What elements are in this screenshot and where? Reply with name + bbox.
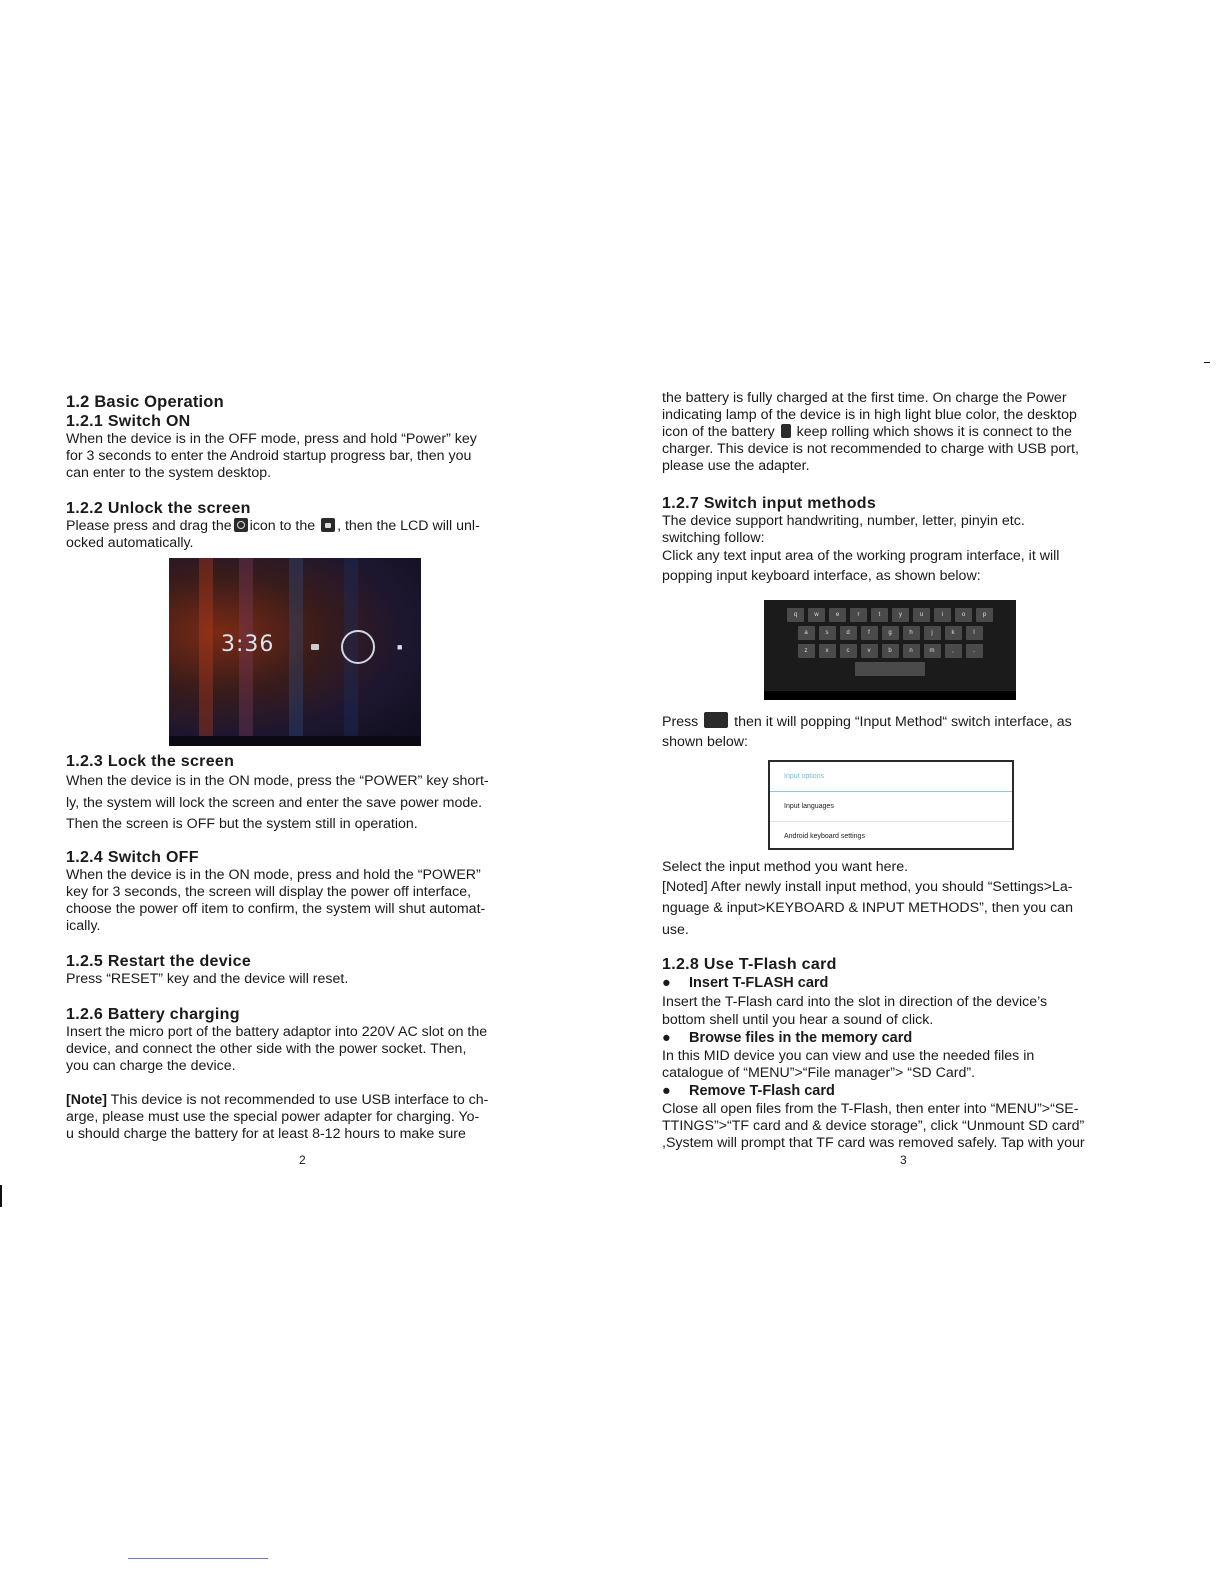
- paragraph-line: Then the screen is OFF but the system still in operation.: [66, 816, 418, 832]
- page-number-right: 3: [900, 1153, 907, 1167]
- paragraph-line: choose the power off item to confirm, the system will shut automat-: [66, 900, 486, 917]
- bullet-title: Insert T-FLASH card: [689, 975, 829, 991]
- paragraph-line: indicating lamp of the device is in high light blue color, the desktop: [662, 407, 1077, 423]
- paragraph-line: [Noted] After newly install input method, you should “Settings>La-: [662, 878, 1073, 895]
- camera-icon: [311, 644, 319, 650]
- paragraph-line: In this MID device you can view and use the needed files in: [662, 1048, 1035, 1064]
- keyboard-key: j: [924, 626, 941, 640]
- paragraph-line: key for 3 seconds, the screen will display the power off interface,: [66, 883, 472, 900]
- keyboard-key: w: [808, 608, 825, 622]
- bullet-icon: ●: [662, 975, 671, 991]
- input-method-dialog-screenshot: [768, 760, 1014, 850]
- lock-screen-screenshot: [169, 558, 421, 746]
- keyboard-screenshot: [764, 600, 1016, 700]
- text-span: Press: [662, 713, 699, 730]
- page-number-left: 2: [299, 1153, 306, 1167]
- keyboard-key: f: [861, 626, 878, 640]
- text-span: icon of the battery: [662, 424, 775, 440]
- section-heading-basic-operation: 1.2 Basic Operation: [66, 393, 224, 411]
- keyboard-row: [770, 626, 1010, 640]
- paragraph-line: device, and connect the other side with the power socket. Then,: [66, 1040, 467, 1057]
- right-edge-mark: [1204, 362, 1210, 363]
- dialog-option: Input languages: [770, 792, 1012, 822]
- paragraph-line: ocked automatically.: [66, 535, 194, 551]
- bullet-item: [662, 974, 1152, 993]
- paragraph-line: ,System will prompt that TF card was removed safely. Tap with your: [662, 1135, 1085, 1151]
- bullet-item: [662, 1029, 1152, 1048]
- paragraph-line: The device support handwriting, number, letter, pinyin etc.: [662, 513, 1025, 529]
- bullet-icon: ●: [662, 1030, 671, 1046]
- unlock-ring-icon: [341, 630, 375, 664]
- paragraph-line: When the device is in the ON mode, press the “POWER” key short-: [66, 773, 489, 789]
- text-span: , then the LCD will unl-: [337, 518, 480, 534]
- keyboard-key: s: [819, 626, 836, 640]
- right-page: [662, 390, 1152, 1152]
- paragraph-line: Press “RESET” key and the device will reset.: [66, 970, 349, 987]
- paragraph-line: bottom shell until you hear a sound of click.: [662, 1012, 934, 1028]
- paragraph-line: Select the input method you want here.: [662, 858, 909, 875]
- keyboard-key: b: [882, 644, 899, 658]
- note-label: [Note]: [66, 1091, 107, 1108]
- left-edge-mark: [0, 1185, 2, 1207]
- paragraph-line: When the device is in the ON mode, press and hold the “POWER”: [66, 866, 481, 883]
- keyboard-key: v: [861, 644, 878, 658]
- paragraph-line: for 3 seconds to enter the Android startup progress bar, then you: [66, 448, 472, 464]
- paragraph-line: use.: [662, 921, 689, 938]
- battery-icon: [781, 424, 791, 438]
- bullet-title: Browse files in the memory card: [689, 1030, 913, 1046]
- paragraph-line: shown below:: [662, 733, 748, 750]
- padlock-icon: [321, 518, 335, 532]
- text-span: icon to the: [249, 518, 316, 534]
- keyboard-key: .: [966, 644, 983, 658]
- status-bar: [169, 736, 421, 746]
- paragraph-line: Close all open files from the T-Flash, then enter into “MENU”>“SE-: [662, 1101, 1079, 1117]
- keyboard-key: m: [924, 644, 941, 658]
- keyboard-row: [770, 644, 1010, 658]
- keyboard-key: y: [892, 608, 909, 622]
- section-title-switch-off: 1.2.4 Switch OFF: [66, 848, 199, 866]
- keyboard-key: i: [934, 608, 951, 622]
- paragraph-line: the battery is fully charged at the first time. On charge the Power: [662, 390, 1067, 406]
- text-span: then it will popping “Input Method“ switch interface, as: [730, 713, 1072, 730]
- section-title-battery-charging: 1.2.6 Battery charging: [66, 1005, 240, 1023]
- unlock-ring-icon: [234, 518, 248, 532]
- dialog-option: Input options: [770, 762, 1012, 792]
- paragraph-line: nguage & input>KEYBOARD & INPUT METHODS”, then you can: [662, 900, 1073, 916]
- keyboard-key: p: [976, 608, 993, 622]
- keyboard-key: ,: [945, 644, 962, 658]
- section-title-switch-input: 1.2.7 Switch input methods: [662, 495, 877, 512]
- section-title-restart: 1.2.5 Restart the device: [66, 952, 252, 970]
- padlock-icon: ■: [397, 642, 403, 652]
- keyboard-row: [770, 662, 1010, 676]
- keyboard-key: a: [798, 626, 815, 640]
- lock-clock: 3:36: [221, 632, 275, 657]
- keyboard-key: u: [913, 608, 930, 622]
- paragraph-line: u should charge the battery for at least 8-12 hours to make sure: [66, 1125, 466, 1142]
- paragraph-line: catalogue of “MENU”>“File manager”> “SD Card”.: [662, 1065, 976, 1081]
- unlock-instruction: [66, 518, 546, 535]
- keyboard-key: e: [829, 608, 846, 622]
- paragraph-line: Click any text input area of the working program interface, it will: [662, 548, 1060, 564]
- press-line: [662, 712, 1152, 732]
- paragraph-line: ly, the system will lock the screen and enter the save power mode.: [66, 794, 483, 811]
- keyboard-key: g: [882, 626, 899, 640]
- paragraph-line: you can charge the device.: [66, 1057, 236, 1074]
- battery-line: [662, 424, 1152, 441]
- section-title-tflash: 1.2.8 Use T-Flash card: [662, 956, 837, 973]
- paragraph-line: can enter to the system desktop.: [66, 465, 272, 481]
- keyboard-key: n: [903, 644, 920, 658]
- paragraph-line: When the device is in the OFF mode, press and hold “Power” key: [66, 431, 477, 447]
- text-span: Please press and drag the: [66, 518, 232, 534]
- keyboard-key: z: [798, 644, 815, 658]
- footer-rule: [128, 1558, 268, 1559]
- keyboard-key: r: [850, 608, 867, 622]
- navigation-bar: [764, 691, 1016, 700]
- section-title-unlock-screen: 1.2.2 Unlock the screen: [66, 500, 251, 517]
- keyboard-row: [770, 608, 1010, 622]
- bullet-title: Remove T-Flash card: [689, 1083, 835, 1099]
- paragraph-line: TTINGS”>“TF card and & device storage”, click “Unmount SD card”: [662, 1118, 1085, 1134]
- paragraph-line: please use the adapter.: [662, 458, 810, 474]
- paragraph-line: arge, please must use the special power adapter for charging. Yo-: [66, 1108, 480, 1125]
- keyboard-key: x: [819, 644, 836, 658]
- keyboard-key: q: [787, 608, 804, 622]
- keyboard-key: k: [945, 626, 962, 640]
- paragraph-line: Insert the T-Flash card into the slot in direction of the device’s: [662, 994, 1048, 1010]
- section-title-lock-screen: 1.2.3 Lock the screen: [66, 753, 235, 770]
- keyboard-key: l: [966, 626, 983, 640]
- bullet-item: [662, 1082, 1152, 1101]
- paragraph-line: ically.: [66, 917, 101, 934]
- bullet-icon: ●: [662, 1083, 671, 1099]
- text-span: keep rolling which shows it is connect to the: [792, 424, 1072, 440]
- paragraph-line: popping input keyboard interface, as shown below:: [662, 568, 981, 584]
- paragraph-line: charger. This device is not recommended to charge with USB port,: [662, 441, 1079, 457]
- keyboard-key: t: [871, 608, 888, 622]
- keyboard-key: h: [903, 626, 920, 640]
- dialog-option: Android keyboard settings: [784, 832, 865, 840]
- keyboard-key: c: [840, 644, 857, 658]
- text-span: This device is not recommended to use USB interface to ch-: [106, 1091, 489, 1108]
- section-title-switch-on: 1.2.1 Switch ON: [66, 413, 191, 430]
- spacebar-key: [855, 662, 925, 676]
- keyboard-key: d: [840, 626, 857, 640]
- note-line: [66, 1092, 546, 1109]
- paragraph-line: switching follow:: [662, 530, 765, 546]
- input-method-key-icon: [704, 712, 728, 728]
- paragraph-line: Insert the micro port of the battery adaptor into 220V AC slot on the: [66, 1023, 488, 1040]
- left-page: [66, 392, 546, 1143]
- keyboard-key: o: [955, 608, 972, 622]
